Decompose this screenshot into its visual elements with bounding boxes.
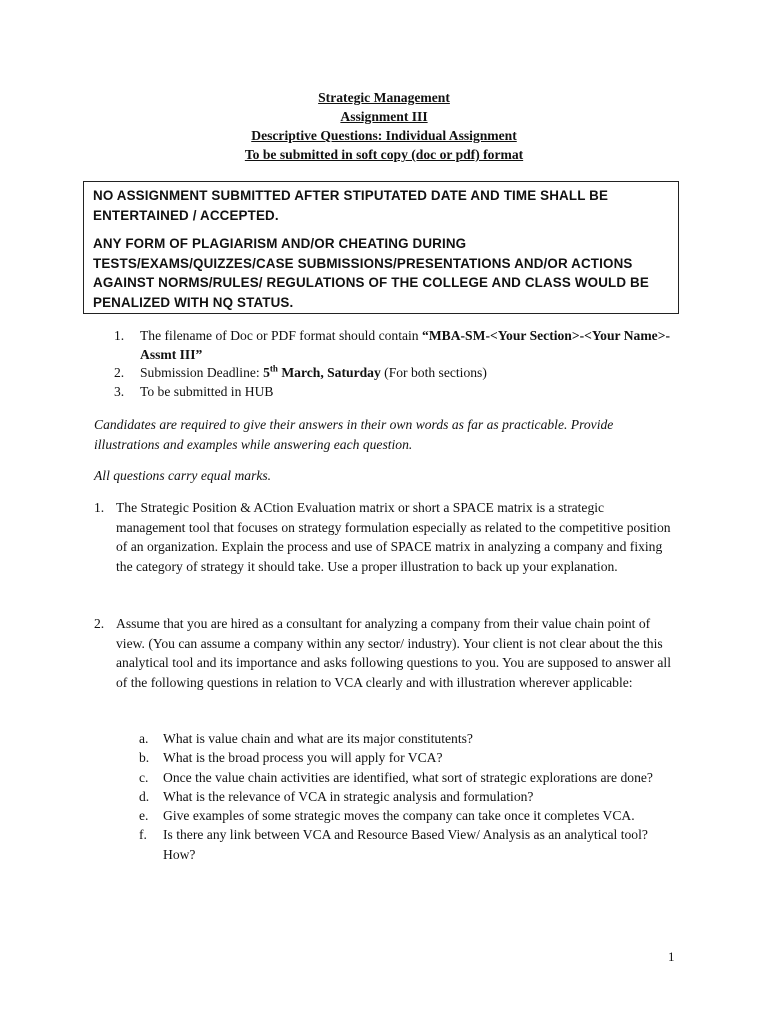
subquestion-item — [139, 748, 659, 767]
subquestion-letter: d. — [139, 788, 150, 804]
step-item — [114, 383, 674, 402]
subquestion-list — [139, 729, 659, 864]
step-text: Submission Deadline: — [140, 365, 264, 381]
filename-pattern: “MBA-SM-<Your Section>-<Your Name>-Assmt III” — [140, 328, 670, 362]
subquestion-letter: e. — [139, 808, 149, 824]
question-text: The Strategic Position & ACtion Evaluation matrix or short a SPACE matrix is a strategic management tool that focuses on strategy formulation especially as related to the competitive position of an organization. Explain the process and use of SPACE matrix in analyzing a company and fixing the category of strategy it should take. Use a proper illustration to back up your explanation. — [116, 500, 671, 574]
subquestion-item — [139, 806, 659, 825]
submission-format: To be submitted in soft copy (doc or pdf) format — [244, 147, 524, 162]
subquestion-item — [139, 825, 659, 864]
subquestion-letter: b. — [139, 750, 150, 766]
notice-deadline: NO ASSIGNMENT SUBMITTED AFTER STIPUTATED DATE AND TIME SHALL BE ENTERTAINED / ACCEPTED. — [93, 188, 609, 223]
subquestion-item — [139, 768, 659, 787]
question-1 — [94, 498, 674, 576]
step-number: 3. — [114, 383, 125, 399]
step-text: To be submitted in HUB — [140, 383, 274, 399]
instructions-answers: Candidates are required to give their answers in their own words as far as practicable. Provide illustrations and examples while answering each question. — [94, 417, 614, 452]
subquestion-item — [139, 787, 659, 806]
document-header — [0, 88, 768, 164]
assignment-type: Descriptive Questions: Individual Assignment — [251, 128, 517, 143]
page-number: 1 — [668, 949, 675, 964]
notice-box — [83, 181, 679, 314]
subquestion-letter: f. — [139, 827, 147, 843]
step-number: 2. — [114, 365, 125, 381]
step-number: 1. — [114, 328, 125, 343]
subquestion-text: What is value chain and what are its major constitutents? — [163, 731, 473, 746]
step-text: The filename of Doc or PDF format should contain — [140, 328, 423, 343]
question-number: 2. — [94, 616, 105, 631]
question-number: 1. — [94, 500, 105, 515]
instructions-marks: All questions carry equal marks. — [94, 468, 272, 483]
subquestion-text: Is there any link between VCA and Resource Based View/ Analysis as an analytical tool? How? — [163, 827, 648, 862]
deadline-note: (For both sections) — [380, 365, 487, 381]
question-2 — [94, 614, 674, 692]
notice-plagiarism: ANY FORM OF PLAGIARISM AND/OR CHEATING DURING TESTS/EXAMS/QUIZZES/CASE SUBMISSIONS/PRESENTATIONS AND/OR ACTIONS AGAINST NORMS/RULES/ REGULATIONS OF THE COLLEGE AND CLASS WOULD BE PENALIZED WITH NQ STATUS. — [93, 236, 649, 310]
subquestion-letter: c. — [139, 769, 149, 785]
course-title: Strategic Management — [318, 90, 450, 105]
subquestion-text: What is the broad process you will apply for VCA? — [163, 750, 443, 766]
question-text: Assume that you are hired as a consultant for analyzing a company from their value chain point of view. (You can assume a company within any sector/ industry). Your client is not clear about the this analytical tool and its importance and asks following questions to you. You are supposed to answer all of the following questions in relation to VCA clearly and with illustration wherever applicable: — [116, 616, 671, 690]
subquestion-item — [139, 729, 659, 748]
deadline-day: 5 — [263, 365, 270, 381]
deadline-day-suffix: th — [269, 363, 278, 374]
step-item — [114, 327, 674, 364]
subquestion-text: Once the value chain activities are identified, what sort of strategic explorations are done? — [163, 769, 653, 785]
deadline-date: March, Saturday — [277, 365, 381, 381]
step-item — [114, 364, 674, 383]
subquestion-text: Give examples of some strategic moves the company can take once it completes VCA. — [163, 808, 635, 824]
subquestion-text: What is the relevance of VCA in strategic analysis and formulation? — [163, 788, 534, 804]
submission-steps — [114, 327, 674, 401]
assignment-title: Assignment III — [340, 109, 428, 124]
subquestion-letter: a. — [139, 731, 149, 746]
